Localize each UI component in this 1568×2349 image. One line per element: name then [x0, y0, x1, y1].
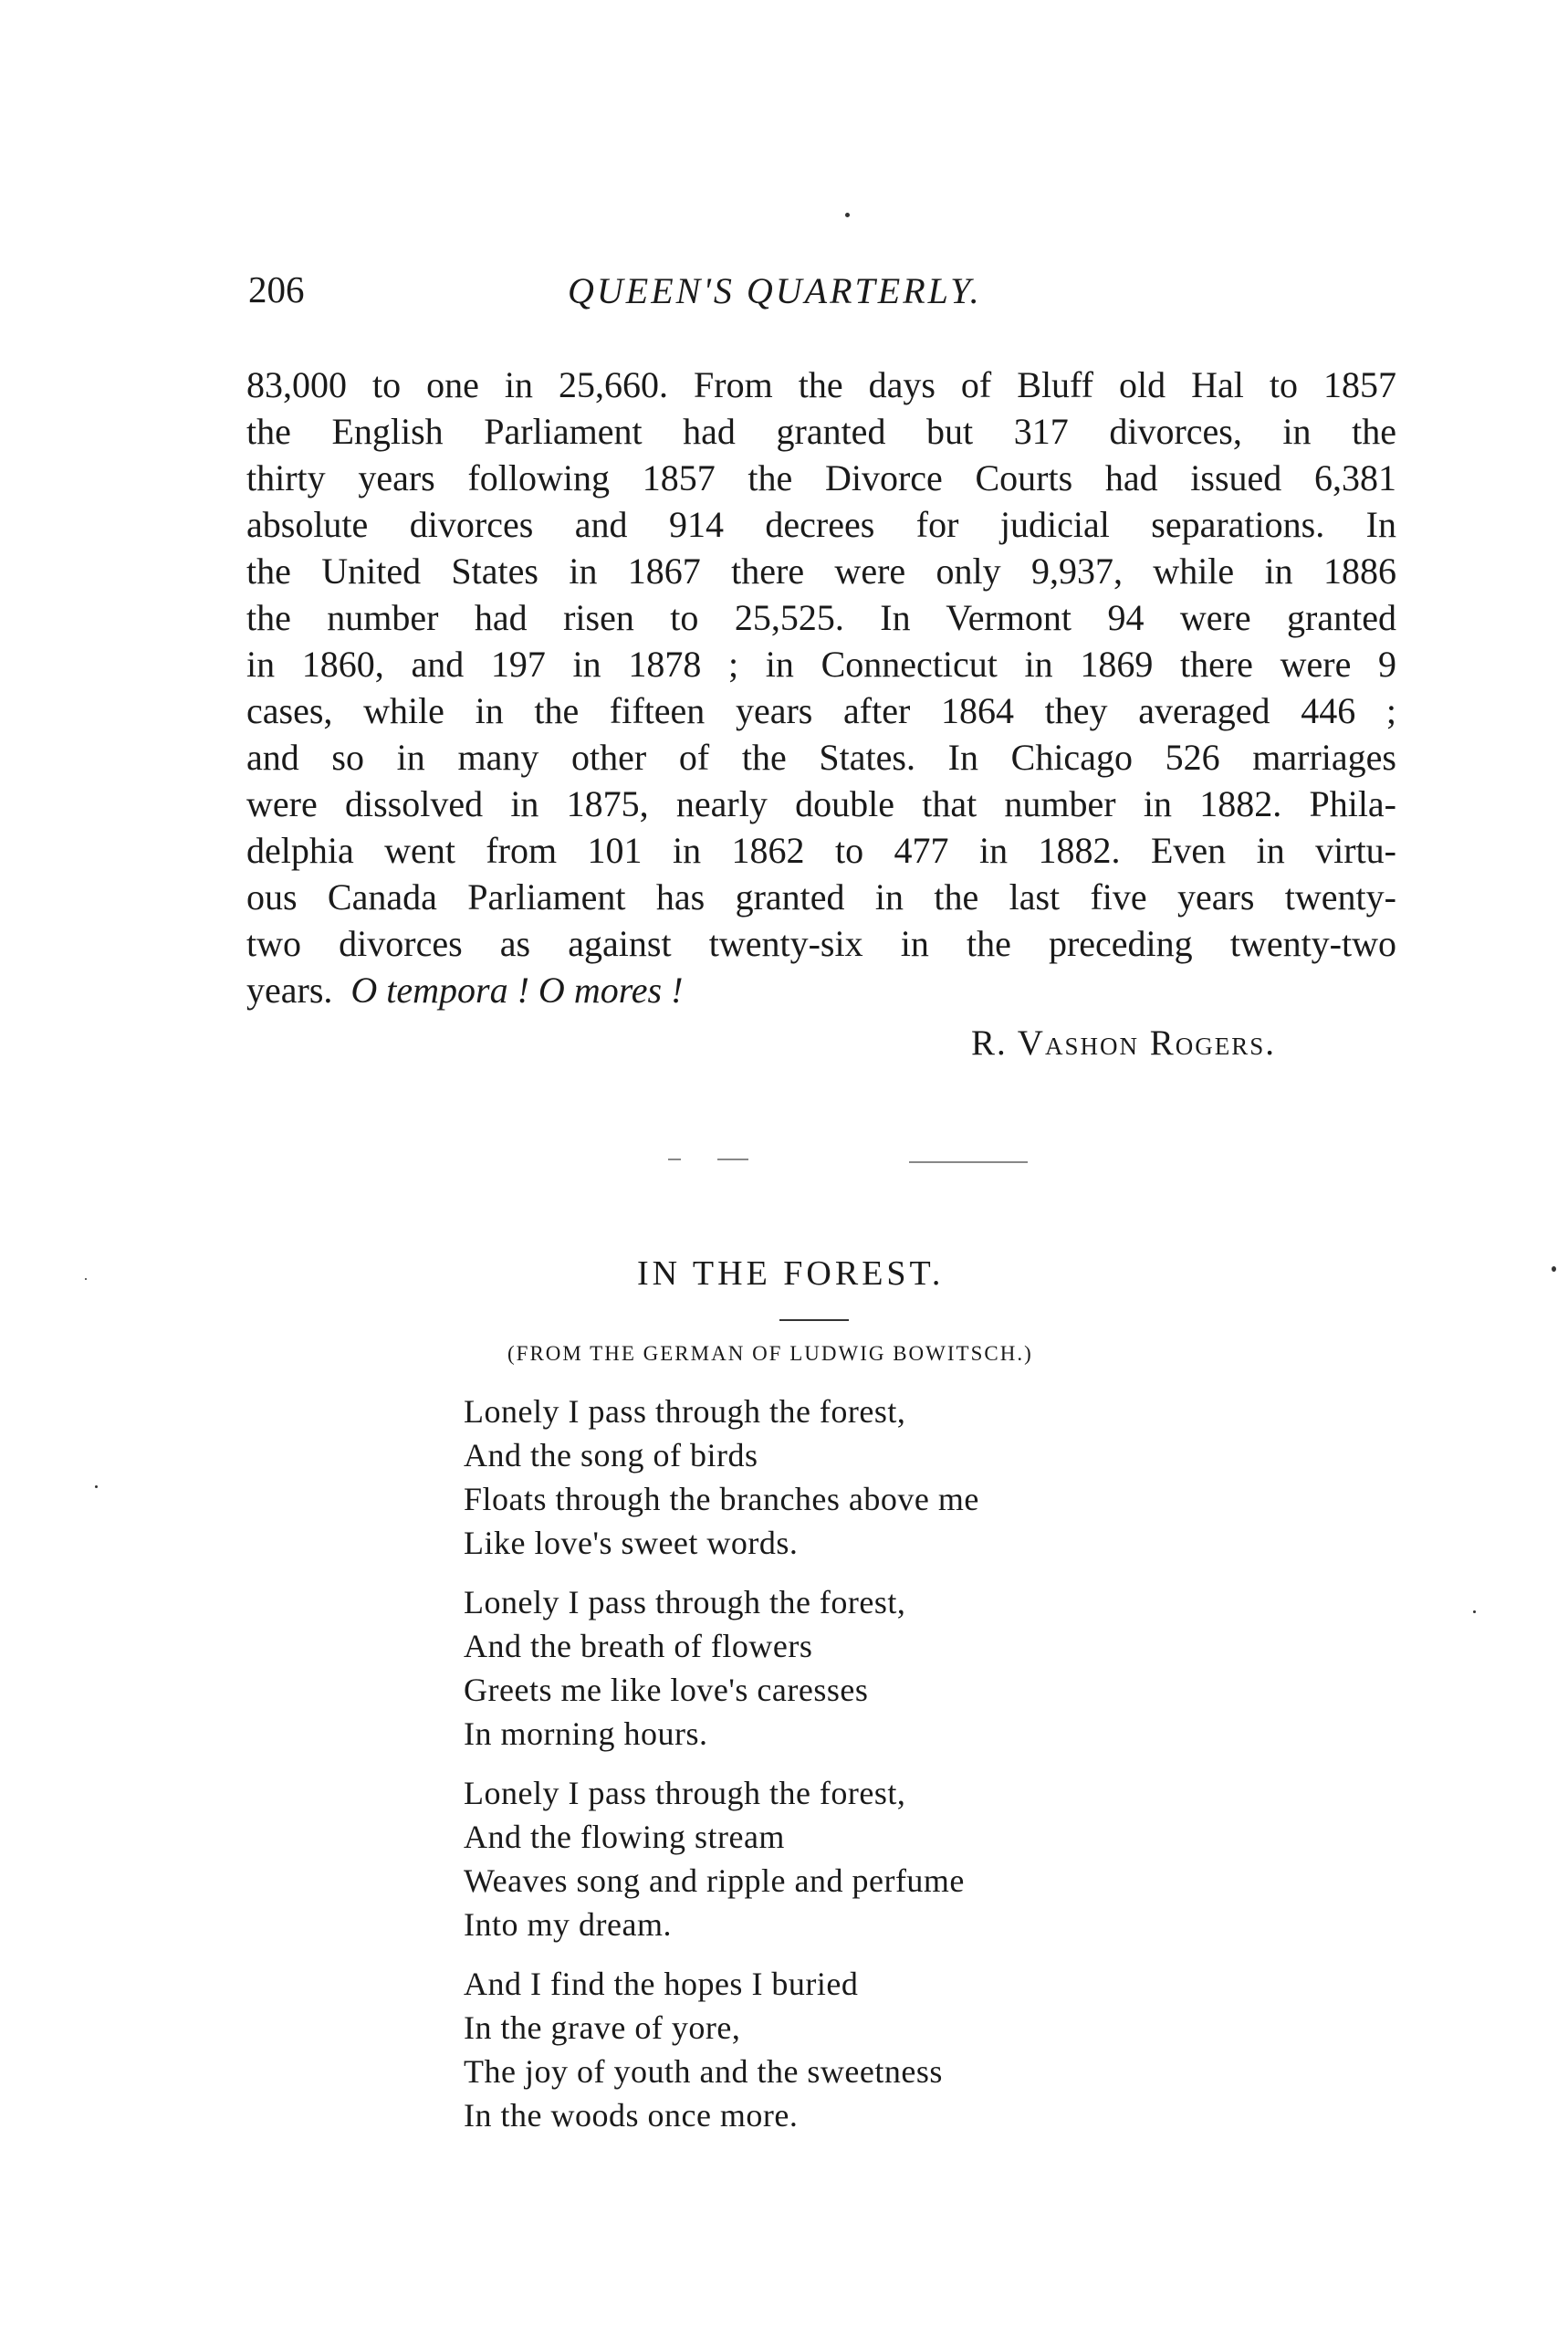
prose-line: the United States in 1867 there were only 9,937, while in 1886 [246, 551, 1396, 592]
prose-line: in 1860, and 197 in 1878 ; in Connecticut in 1869 there were 9 [246, 644, 1396, 685]
page-header [248, 267, 1398, 321]
poem-line: Lonely I pass through the forest, [464, 1393, 906, 1430]
poem-body [464, 1389, 1194, 2153]
prose-line: ous Canada Parliament has granted in the last five years twenty- [246, 876, 1396, 918]
poem-line: And the breath of flowers [464, 1628, 813, 1664]
poem-line: The joy of youth and the sweetness [464, 2053, 943, 2090]
poem-line: In morning hours. [464, 1715, 708, 1752]
poem-line: Into my dream. [464, 1906, 672, 1943]
title-rule [779, 1319, 849, 1321]
poem-stanza [464, 1580, 1194, 1756]
print-speck [95, 1485, 98, 1488]
prose-line: two divorces as against twenty-six in the preceding twenty-two [246, 923, 1396, 964]
print-speck [1473, 1610, 1476, 1613]
prose-paragraph [246, 362, 1396, 1013]
poem-line: And the song of birds [464, 1437, 758, 1473]
poem-stanza [464, 1389, 1194, 1565]
poem-title: IN THE FOREST. [637, 1254, 945, 1293]
poem-line: Greets me like love's caresses [464, 1672, 869, 1708]
prose-line: were dissolved in 1875, nearly double that number in 1882. Phila- [246, 783, 1396, 824]
section-divider [909, 1161, 1028, 1163]
poem-source: (FROM THE GERMAN OF LUDWIG BOWITSCH.) [507, 1342, 1033, 1365]
prose-line: thirty years following 1857 the Divorce Courts had issued 6,381 [246, 457, 1396, 498]
poem-line: And I find the hopes I buried [464, 1966, 859, 2002]
prose-line: the number had risen to 25,525. In Vermont 94 were granted [246, 597, 1396, 638]
prose-line: delphia went from 101 in 1862 to 477 in 1882. Even in virtu- [246, 830, 1396, 871]
poem-line: Lonely I pass through the forest, [464, 1775, 906, 1811]
poem-line: Floats through the branches above me [464, 1481, 979, 1517]
prose-line: 83,000 to one in 25,660. From the days of Bluff old Hal to 1857 [246, 364, 1396, 405]
section-divider [717, 1159, 748, 1160]
prose-line: absolute divorces and 914 decrees for judicial separations. In [246, 504, 1396, 545]
poem-line: In the woods once more. [464, 2097, 799, 2134]
poem-line: Weaves song and ripple and perfume [464, 1862, 965, 1899]
author-signature: R. Vashon Rogers. [971, 1023, 1277, 1063]
prose-last-line [246, 967, 1396, 1013]
section-divider [668, 1159, 681, 1160]
prose-line: cases, while in the fifteen years after 1864 they averaged 446 ; [246, 690, 1396, 731]
poem-stanza [464, 1771, 1194, 1946]
poem-line: Like love's sweet words. [464, 1525, 799, 1561]
latin-quotation: O tempora ! O mores ! [350, 970, 684, 1011]
print-speck [85, 1278, 87, 1280]
poem-stanza [464, 1962, 1194, 2137]
running-title: QUEEN'S QUARTERLY. [568, 270, 982, 311]
poem-line: In the grave of yore, [464, 2009, 741, 2046]
prose-line: the English Parliament had granted but 317 divorces, in the [246, 411, 1396, 452]
page-number: 206 [248, 268, 305, 310]
print-speck [845, 213, 850, 217]
poem-line: Lonely I pass through the forest, [464, 1584, 906, 1620]
prose-last-line-text: years. [246, 970, 351, 1011]
poem-line: And the flowing stream [464, 1819, 785, 1855]
print-speck [1552, 1266, 1556, 1272]
prose-line: and so in many other of the States. In Chicago 526 marriages [246, 737, 1396, 778]
